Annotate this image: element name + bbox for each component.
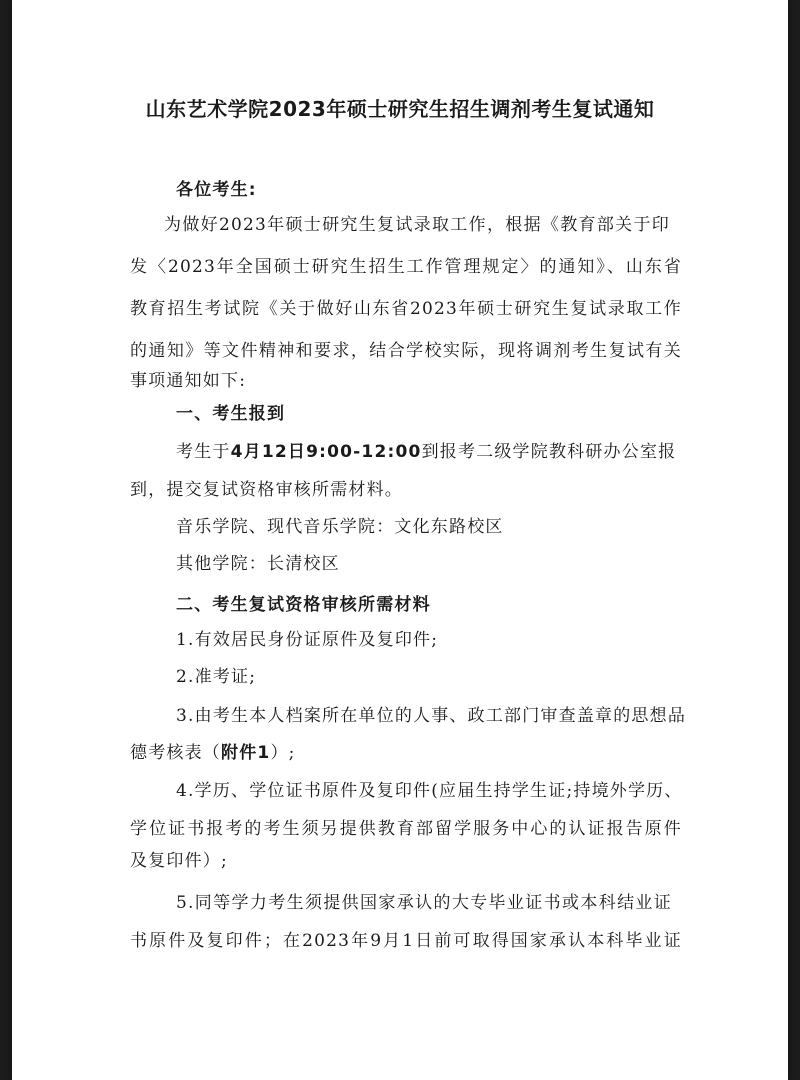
intro-line-4: 的通知》等文件精神和要求，结合学校实际，现将调剂考生复试有关 [130, 341, 682, 361]
attachment-1-label: 附件1 [221, 743, 271, 763]
intro-line-5: 事项通知如下: [130, 371, 247, 391]
intro-line-1: 为做好2023年硕士研究生复试录取工作，根据《教育部关于印 [164, 215, 670, 235]
material-item-3-line-2 [130, 741, 296, 765]
item3-suffix: ）; [270, 743, 296, 763]
intro-line-2: 发〈2023年全国硕士研究生招生工作管理规定〉的通知》、山东省 [130, 257, 682, 277]
section1-report-line-1 [176, 440, 676, 464]
section2-heading: 二、考生复试资格审核所需材料 [176, 595, 431, 615]
document-page [12, 0, 788, 1080]
document-title: 山东艺术学院2023年硕士研究生招生调剂考生复试通知 [145, 97, 655, 121]
material-item-4-line-1: 4.学历、学位证书原件及复印件(应届生持学生证;持境外学历、 [176, 781, 683, 801]
salutation: 各位考生: [176, 180, 257, 200]
material-item-5-line-1: 5.同等学力考生须提供国家承认的大专毕业证书或本科结业证 [176, 893, 672, 913]
material-item-5-line-2: 书原件及复印件；在2023年9月1日前可取得国家承认本科毕业证 [130, 931, 682, 951]
report-prefix: 考生于 [176, 442, 231, 462]
material-item-2: 2.准考证; [176, 667, 257, 687]
material-item-4-line-2: 学位证书报考的考生须另提供教育部留学服务中心的认证报告原件 [130, 819, 682, 839]
item3-prefix: 德考核表（ [130, 743, 221, 763]
campus-music: 音乐学院、现代音乐学院：文化东路校区 [176, 517, 504, 537]
report-suffix: 到报考二级学院教科研办公室报 [421, 442, 677, 462]
report-time: 4月12日9:00-12:00 [230, 442, 422, 462]
material-item-4-line-3: 及复印件）; [130, 851, 228, 871]
section1-report-line-2: 到，提交复试资格审核所需材料。 [130, 480, 403, 500]
material-item-1: 1.有效居民身份证原件及复印件; [176, 630, 439, 650]
intro-line-3: 教育招生考试院《关于做好山东省2023年硕士研究生复试录取工作 [130, 299, 682, 319]
campus-other: 其他学院：长清校区 [176, 554, 340, 574]
section1-heading: 一、考生报到 [176, 404, 286, 424]
material-item-3-line-1: 3.由考生本人档案所在单位的人事、政工部门审查盖章的思想品 [176, 706, 687, 726]
